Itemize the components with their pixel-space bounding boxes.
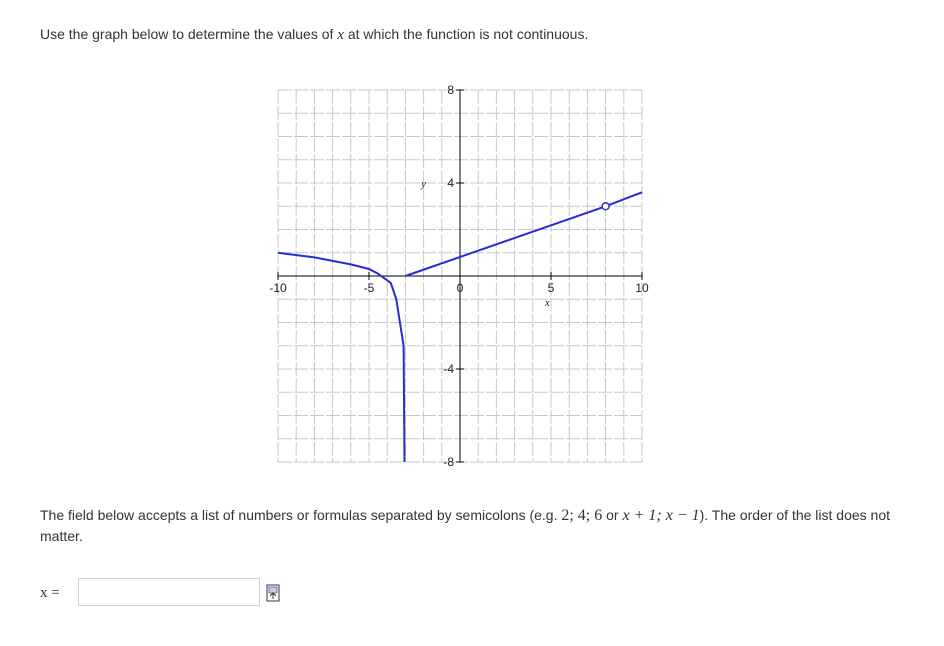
y-axis-label: y [421,178,427,190]
question-suffix: at which the function is not continuous. [343,26,589,42]
y-tick-label: -4 [443,362,454,376]
instructions-example-1: 2; 4; 6 [561,507,603,524]
instructions-text [40,505,890,547]
question-text [40,26,588,44]
y-tick-label: 8 [447,83,454,97]
open-point [602,203,609,210]
instructions-example-2: x + 1; x − 1 [622,507,700,524]
instructions-part2: ). The order of the list does not matter. [40,507,891,544]
x-tick-label: 0 [456,281,464,295]
preview-icon[interactable] [266,584,280,602]
x-tick-label: 5 [547,281,555,295]
x-axis-label: x [544,297,550,309]
curve-left-branch [278,253,405,462]
y-tick-label: 4 [447,176,454,190]
curve-middle-line [405,206,605,276]
question-prefix: Use the graph below to determine the values of [40,26,338,42]
x-tick-label: -5 [363,281,375,295]
instructions-or: or [602,507,623,523]
y-tick-label: -8 [443,455,454,469]
instructions-part1: The field below accepts a list of numbers or formulas separated by semicolons (e.g. [40,507,562,523]
answer-label: x = [40,585,60,601]
function-graph [262,80,662,480]
question-variable: x [337,27,344,43]
x-tick-label: 10 [635,281,649,295]
answer-input[interactable] [78,578,260,606]
x-tick-label: -10 [269,281,287,295]
